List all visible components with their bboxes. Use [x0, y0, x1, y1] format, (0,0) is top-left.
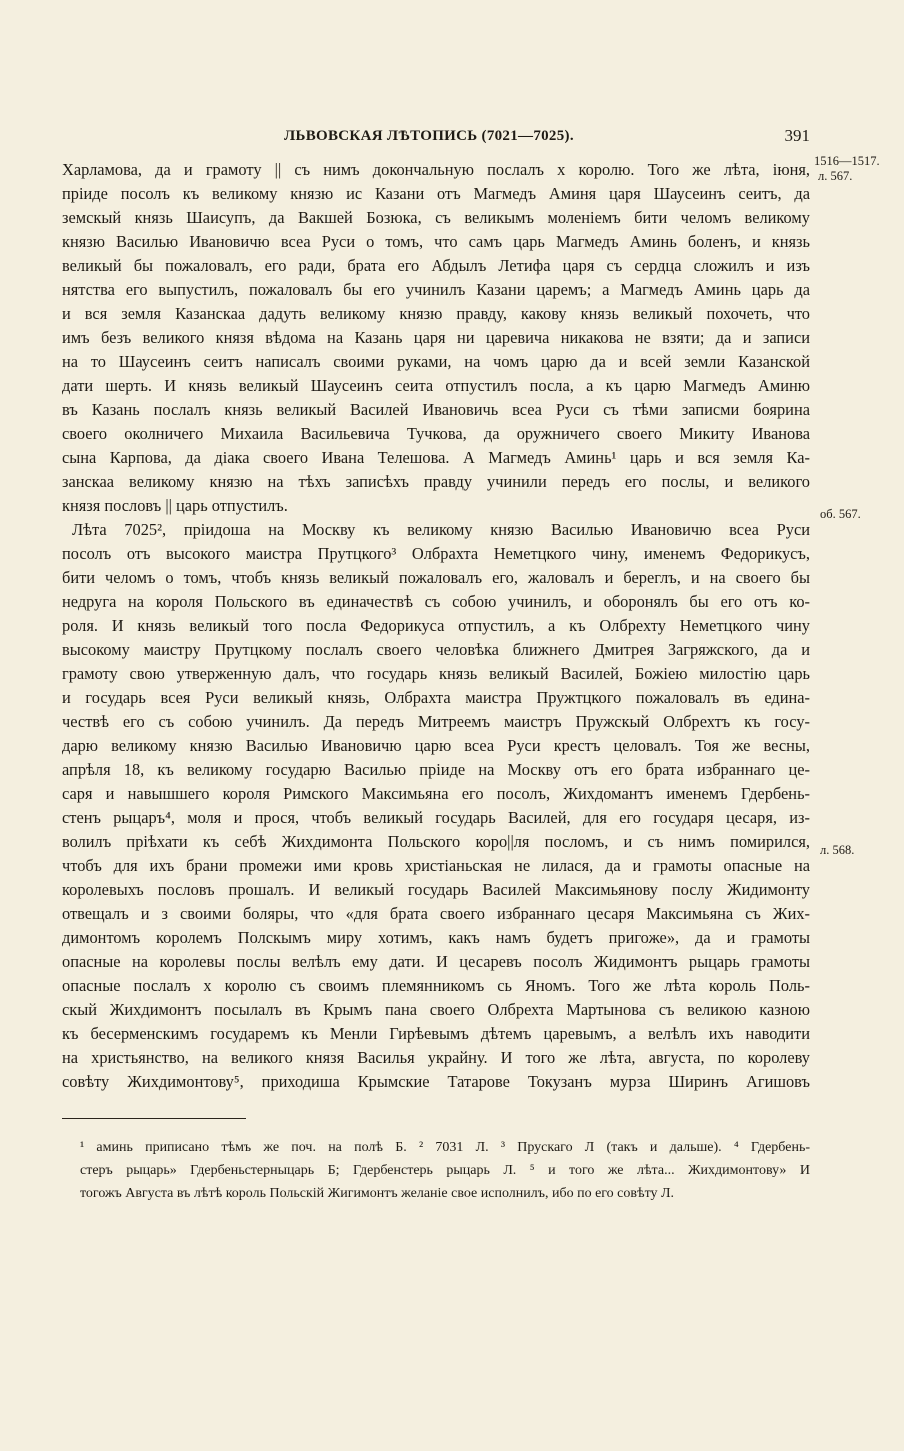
- text-line: апрѣля 18, къ великому государю Василью пріиде на Москву отъ его брата избраннаго це-: [62, 760, 810, 779]
- text-line: князя пословъ || царь отпустилъ.: [62, 496, 288, 515]
- text-line: на христьянство, на великого князя Василья украйну. И того же лѣта, августа, по королеву: [62, 1048, 810, 1067]
- text-line: отвещалъ и з своими боляры, что «для брата своего избраннаго цесаря Максимьяна съ Жих-: [62, 904, 810, 923]
- text-line: имъ безъ великого князя вѣдома на Казань царя ни царевича никакова не взяти; да и записи: [62, 328, 810, 347]
- running-title: ЛЬВОВСКАЯ ЛѢТОПИСЬ (7021—7025).: [284, 128, 574, 144]
- text-line: къ бесерменскимъ государемъ къ Менли Гирѣевымъ дѣтемъ царевымъ, а велѣлъ ихъ наводити: [62, 1024, 810, 1043]
- footnotes: [80, 1136, 810, 1205]
- text-line: высокому маистру Прутцкому послалъ своего человѣка ближнего Дмитрея Загряжского, да и: [62, 640, 810, 659]
- text-line: чествѣ его съ собою учинилъ. Да передъ Митреемъ маистръ Пружскый Олбрехтъ къ госу-: [62, 712, 810, 731]
- page-number: 391: [784, 126, 810, 145]
- text-line: на то Шаусеинъ сеитъ написалъ своими руками, на чомъ царю да и всей земли Казанской: [62, 352, 810, 371]
- text-line: стенъ рыцаръ⁴, моля и прося, чтобъ великый государь Василей, для его государя цесаря, из-: [62, 808, 810, 827]
- text-line: Лѣта 7025², пріидоша на Москву къ великому князю Василью Ивановичю всеа Руси: [72, 520, 810, 539]
- text-line: совѣту Жихдимонтову⁵, приходиша Крымские Татарове Токузанъ мурза Ширинъ Агишовъ: [62, 1072, 810, 1091]
- text-line: волилъ пріѣхати къ себѣ Жихдимонта Польского коро||ля посломъ, и съ нимъ помирился,: [62, 832, 810, 851]
- text-line: роля. И князь великый того посла Федорикуса отпустилъ, а къ Олбрехту Неметцкого чину: [62, 616, 810, 635]
- text-line: и государь всея Руси великый князь, Олбрахта маистра Пружтцкого пожаловалъ въ едина-: [62, 688, 810, 707]
- text-line: чтобъ для ихъ брани промежи ими кровь христіаньская не лилася, да и грамоты опасные на: [62, 856, 810, 875]
- page-header: [62, 128, 810, 154]
- text-line: королевыхъ пословъ прошалъ. И великый государь Василей Максимьянову послу Жидимонту: [62, 880, 810, 899]
- text-line: дати шерть. И князь великый Шаусеинъ сеита отпустилъ посла, а къ царю Магмедъ Аминю: [62, 376, 810, 395]
- text-line: въ Казань послалъ князь великый Василей Ивановичь всеа Руси съ тѣми записми боярина: [62, 400, 810, 419]
- text-line: нятства его выпустилъ, пожаловалъ бы его учинилъ Казани царемъ; а Магмедъ Аминь царь да: [62, 280, 810, 299]
- text-line: пріиде посолъ къ великому князю ис Казани отъ Магмедъ Аминя царя Шаусеинъ сеитъ, да: [62, 184, 810, 203]
- margin-note-years: 1516—1517.: [814, 154, 880, 168]
- text-line: саря и навышшего короля Римского Максимьяна его посолъ, Жихдомантъ именемъ Гдербень-: [62, 784, 810, 803]
- body-text: [62, 158, 810, 1094]
- footnote-line: ¹ аминь приписано тѣмъ же поч. на полѣ Б. ² 7031 Л. ³ Прускаго Л (такъ и дальше). ⁴ Гдербень-: [80, 1140, 810, 1155]
- footnote-divider: [62, 1118, 246, 1119]
- text-line: земскый князь Шаисупъ, да Вакшей Бозюка, съ великымъ моленіемъ бити челомъ великому: [62, 208, 810, 227]
- text-line: димонтомъ королемъ Полскымъ миру хотимъ, какъ намъ будетъ пригоже», да и грамоты: [62, 928, 810, 947]
- text-line: опасные на королевы послы велѣлъ ему дати. И цесаревъ посолъ Жидимонтъ рыцарь грамоты: [62, 952, 810, 971]
- text-line: князю Василью Ивановичю всеа Руси о томъ, что самъ царь Магмедъ Аминь боленъ, и князь: [62, 232, 810, 251]
- text-line: бити челомъ о томъ, чтобъ князь великый пожаловалъ его, жаловалъ и береглъ, и на своего бы: [62, 568, 810, 587]
- text-line: опасные послалъ х королю съ своимъ племянникомъ сь Яномъ. Того же лѣта король Поль-: [62, 976, 810, 995]
- text-line: недруга на короля Польского въ единачествѣ съ собою учинилъ, и оборонялъ бы его отъ ко-: [62, 592, 810, 611]
- text-line: посолъ отъ высокого маистра Прутцкого³ Олбрахта Неметцкого чину, именемъ Федорикусъ,: [62, 544, 810, 563]
- text-line: скый Жихдимонтъ посылалъ въ Крымъ пана своего Олбрехта Мартынова съ великою казною: [62, 1000, 810, 1019]
- text-line: дарю великому князю Василью Ивановичю царю всеа Руси крестъ целовалъ. Тоя же весны,: [62, 736, 810, 755]
- text-line: занскаа великому князю на тѣхъ записѣхъ правду учинили передъ его послы, и великого: [62, 472, 810, 491]
- margin-note-folio: л. 568.: [820, 843, 855, 857]
- text-line: Харламова, да и грамоту || съ нимъ докончальную послалъ х королю. Того же лѣта, іюня,: [62, 160, 810, 179]
- footnote-line: стеръ рыцарь» Гдербеньстерныцарь Б; Гдербенстерь рыцарь Л. ⁵ и того же лѣта... Жихдимонтову» И: [80, 1163, 810, 1178]
- text-line: своего околничего Михаила Васильевича Тучкова, да оружничего своего Микиту Иванова: [62, 424, 810, 443]
- margin-note-folio: л. 567.: [818, 169, 853, 183]
- text-line: сына Карпова, да діака своего Ивана Телешова. А Магмедъ Аминь¹ царь и вся земля Ка-: [62, 448, 810, 467]
- margin-note-folio-verso: об. 567.: [820, 507, 861, 521]
- text-line: и вся земля Казанскаа дадуть великому князю правду, какову князь великый похочеть, что: [62, 304, 810, 323]
- footnote-line: тогожъ Августа въ лѣтѣ король Польскій Жигимонтъ желаніе свое исполнилъ, ибо по его совѣту Л.: [80, 1186, 675, 1201]
- text-line: великый бы пожаловалъ, его ради, брата его Абдылъ Летифа царя съ сердца сложилъ и изъ: [62, 256, 810, 275]
- text-line: грамоту свою утверженную далъ, что государь князь великый Василей, Божіею милостію царь: [62, 664, 810, 683]
